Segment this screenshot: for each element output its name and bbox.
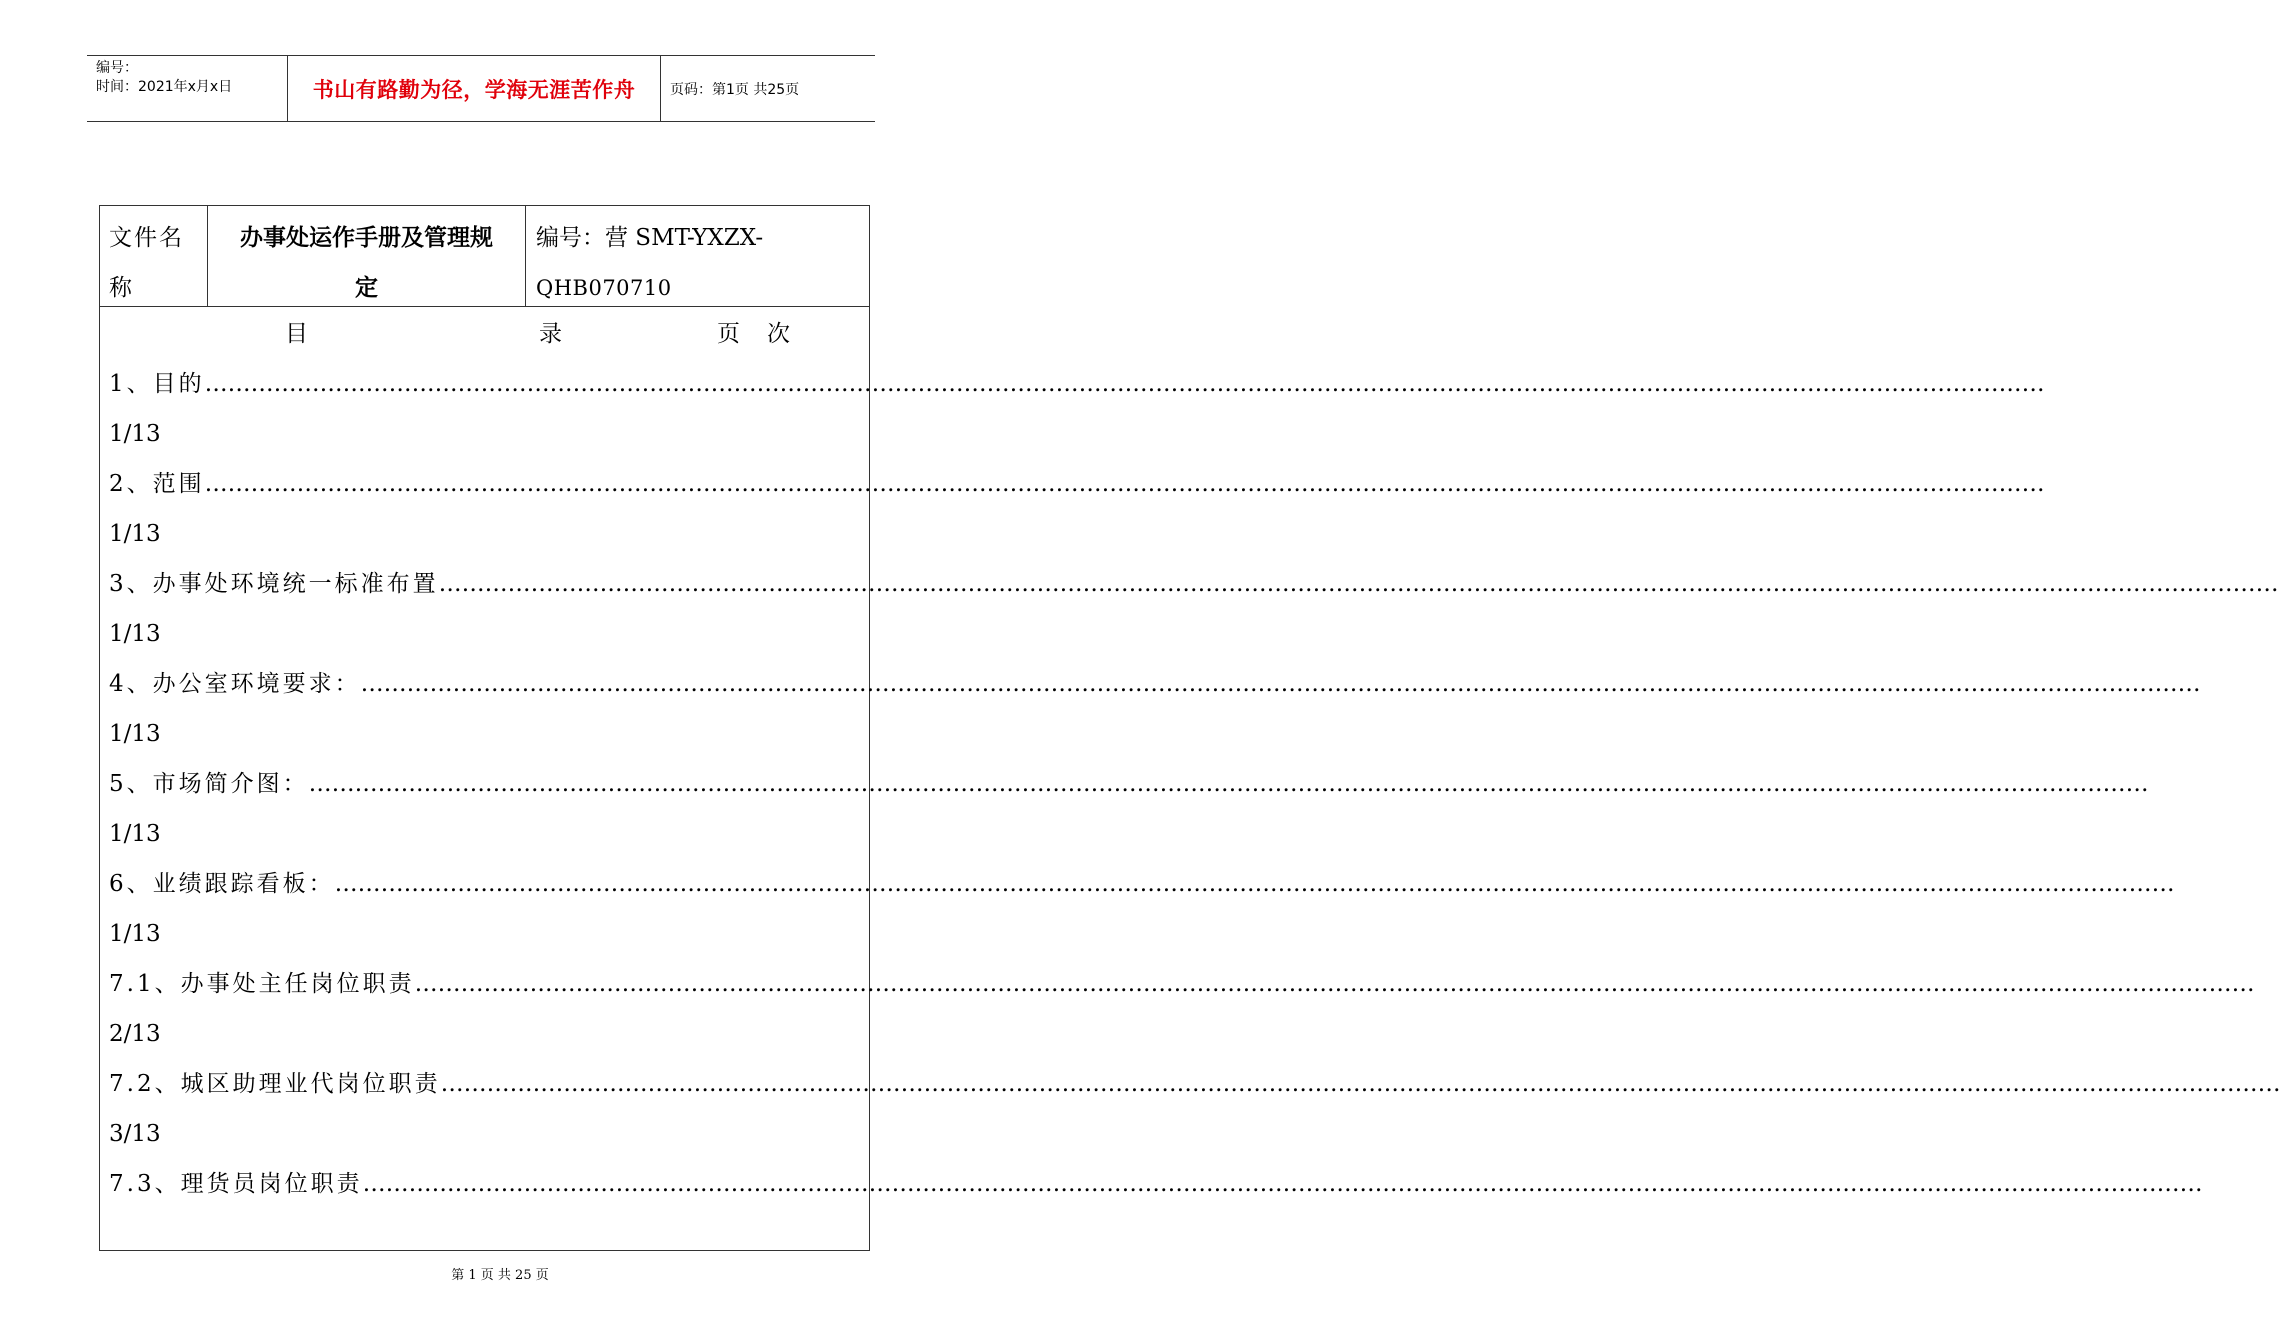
- toc-leader-dots: ……………………………………………………………………………………………………………………………………………………………………………………………………………………: [438, 571, 2279, 597]
- header-time-label: 时间：2021年x月x日: [96, 79, 233, 95]
- header-page-info: 页码：第1页 共25页: [670, 81, 800, 98]
- toc-entry-page: 2/13: [109, 1021, 161, 1047]
- toc-entry-page: 1/13: [109, 821, 161, 847]
- toc-entry: [109, 659, 2201, 709]
- toc-entry-title: 7.3、理货员岗位职责: [109, 1171, 363, 1197]
- doc-title-line2: 定: [355, 275, 378, 301]
- doc-name-label-line2: 称: [109, 275, 134, 301]
- toc-entry-title: 2、范围: [109, 471, 205, 497]
- toc-head-lu: 录: [539, 321, 564, 347]
- toc-head-mu: 目: [285, 321, 310, 347]
- document-table: [99, 205, 2281, 1251]
- toc-list: [109, 359, 2281, 1209]
- toc-entry-page: 1/13: [109, 921, 161, 947]
- toc-entry-title: 6、业绩跟踪看板：: [109, 871, 335, 897]
- toc-leader-dots: ……………………………………………………………………………………………………………………………………………………………………………………………………………………: [204, 471, 2045, 497]
- toc-leader-dots: ……………………………………………………………………………………………………………………………………………………………………………………………………………………: [204, 371, 2045, 397]
- toc-leader-dots: ……………………………………………………………………………………………………………………………………………………………………………………………………………………: [414, 971, 2255, 997]
- toc-entry-title: 7.2、城区助理业代岗位职责: [109, 1071, 441, 1097]
- header-motto: 书山有路勤为径，学海无涯苦作舟: [287, 56, 661, 121]
- page-footer: 第 1 页 共 25 页: [451, 1268, 549, 1283]
- toc-entry: [109, 1159, 2203, 1209]
- toc-entry-title: 3、办事处环境统一标准布置: [109, 571, 439, 597]
- toc-entry-title: 4、办公室环境要求：: [109, 671, 361, 697]
- toc-entry-page: 1/13: [109, 721, 161, 747]
- toc-entry: [109, 359, 2045, 409]
- toc-entry-title: 1、目的: [109, 371, 205, 397]
- toc-header: [109, 309, 859, 359]
- toc-entry-page: 1/13: [109, 521, 161, 547]
- toc-entry-title: 5、市场简介图：: [109, 771, 309, 797]
- toc-entry-page: 1/13: [109, 621, 161, 647]
- doc-name-label: [100, 206, 208, 306]
- toc-entry: [109, 759, 2149, 809]
- doc-number-line1: 编号：营 SMT-YXZX-: [536, 225, 764, 251]
- doc-title: [208, 206, 526, 306]
- toc-leader-dots: ……………………………………………………………………………………………………………………………………………………………………………………………………………………: [334, 871, 2175, 897]
- toc-entry-title: 7.1、办事处主任岗位职责: [109, 971, 415, 997]
- doc-title-line1: 办事处运作手册及管理规: [240, 225, 493, 251]
- header-meta: [87, 56, 287, 121]
- table-of-contents: [100, 309, 2281, 1209]
- toc-entry: [109, 859, 2175, 909]
- header-code-label: 编号：: [96, 60, 138, 76]
- toc-entry: [109, 559, 2279, 609]
- toc-leader-dots: ……………………………………………………………………………………………………………………………………………………………………………………………………………………: [360, 671, 2201, 697]
- toc-entry: [109, 459, 2045, 509]
- doc-info-row: [100, 206, 869, 307]
- toc-entry: [109, 1059, 2281, 1109]
- toc-entry-page: 3/13: [109, 1121, 161, 1147]
- page-header: [87, 55, 875, 122]
- toc-head-page: 页 次: [717, 321, 792, 347]
- doc-name-label-line1: 文件名: [109, 225, 184, 251]
- toc-leader-dots: ……………………………………………………………………………………………………………………………………………………………………………………………………………………: [308, 771, 2149, 797]
- doc-number: [526, 206, 869, 306]
- toc-entry-page: 1/13: [109, 421, 161, 447]
- doc-number-line2: QHB070710: [536, 276, 672, 300]
- toc-leader-dots: ……………………………………………………………………………………………………………………………………………………………………………………………………………………: [362, 1171, 2203, 1197]
- toc-leader-dots: ……………………………………………………………………………………………………………………………………………………………………………………………………………………: [440, 1071, 2281, 1097]
- toc-entry: [109, 959, 2255, 1009]
